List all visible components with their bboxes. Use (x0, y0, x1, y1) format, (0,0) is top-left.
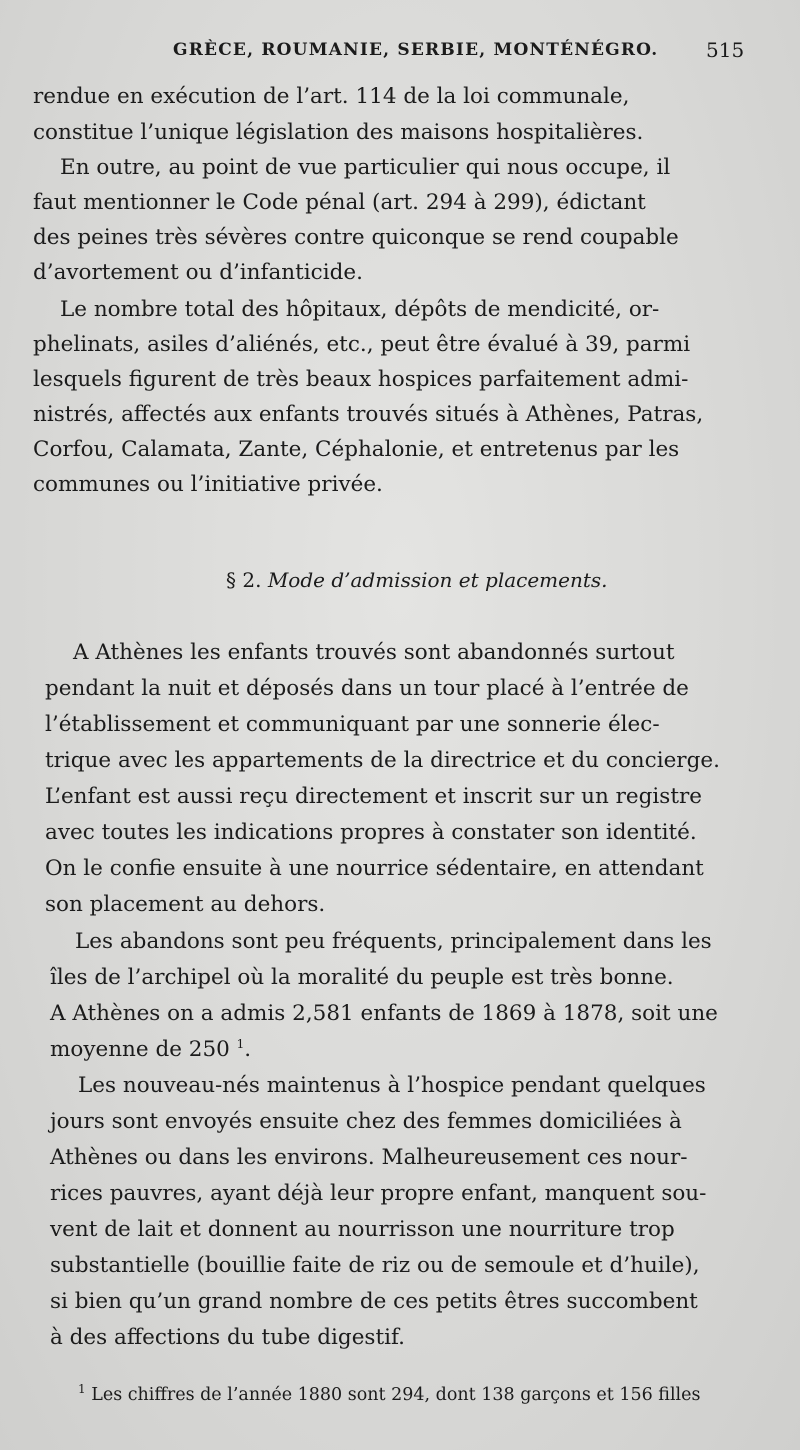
text-line: l’établissement et communiquant par une sonnerie élec- (45, 712, 660, 737)
text-line: constitue l’unique législation des maisons hospitalières. (33, 120, 644, 145)
page-header (0, 40, 800, 70)
section-title: Mode d’admission et placements. (267, 568, 608, 592)
text-line: Les abandons sont peu fréquents, principalement dans les (75, 929, 712, 954)
text-line: si bien qu’un grand nombre de ces petits êtres succombent (50, 1289, 698, 1314)
text-line: Athènes ou dans les environs. Malheureusement ces nour- (50, 1145, 688, 1170)
page-number: 515 (706, 38, 745, 62)
section-number: § 2. (226, 568, 262, 592)
text-line: lesquels figurent de très beaux hospices parfaitement admi- (33, 367, 689, 392)
text-line: A Athènes les enfants trouvés sont abandonnés surtout (73, 640, 675, 665)
text-line: communes ou l’initiative privée. (33, 472, 383, 497)
text-line: Le nombre total des hôpitaux, dépôts de mendicité, or- (60, 297, 660, 322)
footnote (78, 1382, 701, 1408)
text-line: On le confie ensuite à une nourrice sédentaire, en attendant (45, 856, 704, 881)
text-line: des peines très sévères contre quiconque se rend coupable (33, 225, 679, 250)
text-line: A Athènes on a admis 2,581 enfants de 1869 à 1878, soit une (50, 1001, 718, 1026)
text-line: rendue en exécution de l’art. 114 de la loi communale, (33, 84, 630, 109)
text-line (50, 1033, 251, 1067)
text-line: Les nouveau-nés maintenus à l’hospice pendant quelques (78, 1073, 706, 1098)
text-line: nistrés, affectés aux enfants trouvés situés à Athènes, Patras, (33, 402, 704, 427)
text-line: jours sont envoyés ensuite chez des femmes domiciliées à (50, 1109, 682, 1134)
text-line: rices pauvres, ayant déjà leur propre enfant, manquent sou- (50, 1181, 707, 1206)
text-line: pendant la nuit et déposés dans un tour placé à l’entrée de (45, 676, 689, 701)
running-head: GRÈCE, ROUMANIE, SERBIE, MONTÉNÉGRO. (173, 40, 659, 60)
section-heading (226, 565, 608, 595)
text-line: En outre, au point de vue particulier qui nous occupe, il (60, 155, 671, 180)
text-line: trique avec les appartements de la directrice et du concierge. (45, 748, 720, 773)
text-line: substantielle (bouillie faite de riz ou de semoule et d’huile), (50, 1253, 700, 1278)
text-line: avec toutes les indications propres à constater son identité. (45, 820, 697, 845)
text-line: vent de lait et donnent au nourrisson une nourriture trop (50, 1217, 675, 1242)
text-line: d’avortement ou d’infanticide. (33, 260, 363, 285)
text-line: faut mentionner le Code pénal (art. 294 à 299), édictant (33, 190, 646, 215)
period: . (244, 1037, 252, 1062)
text-line: son placement au dehors. (45, 892, 326, 917)
footnote-text: Les chiffres de l’année 1880 sont 294, dont 138 garçons et 156 filles (91, 1385, 701, 1405)
text-line: Corfou, Calamata, Zante, Céphalonie, et entretenus par les (33, 437, 680, 462)
text-line-content: moyenne de 250 (50, 1037, 230, 1062)
text-line: L’enfant est aussi reçu directement et inscrit sur un registre (45, 784, 702, 809)
footnote-marker: 1 (78, 1382, 86, 1397)
text-line: îles de l’archipel où la moralité du peuple est très bonne. (50, 965, 674, 990)
text-line: à des affections du tube digestif. (50, 1325, 405, 1350)
text-line: phelinats, asiles d’aliénés, etc., peut être évalué à 39, parmi (33, 332, 691, 357)
footnote-reference: 1 (236, 1036, 245, 1051)
